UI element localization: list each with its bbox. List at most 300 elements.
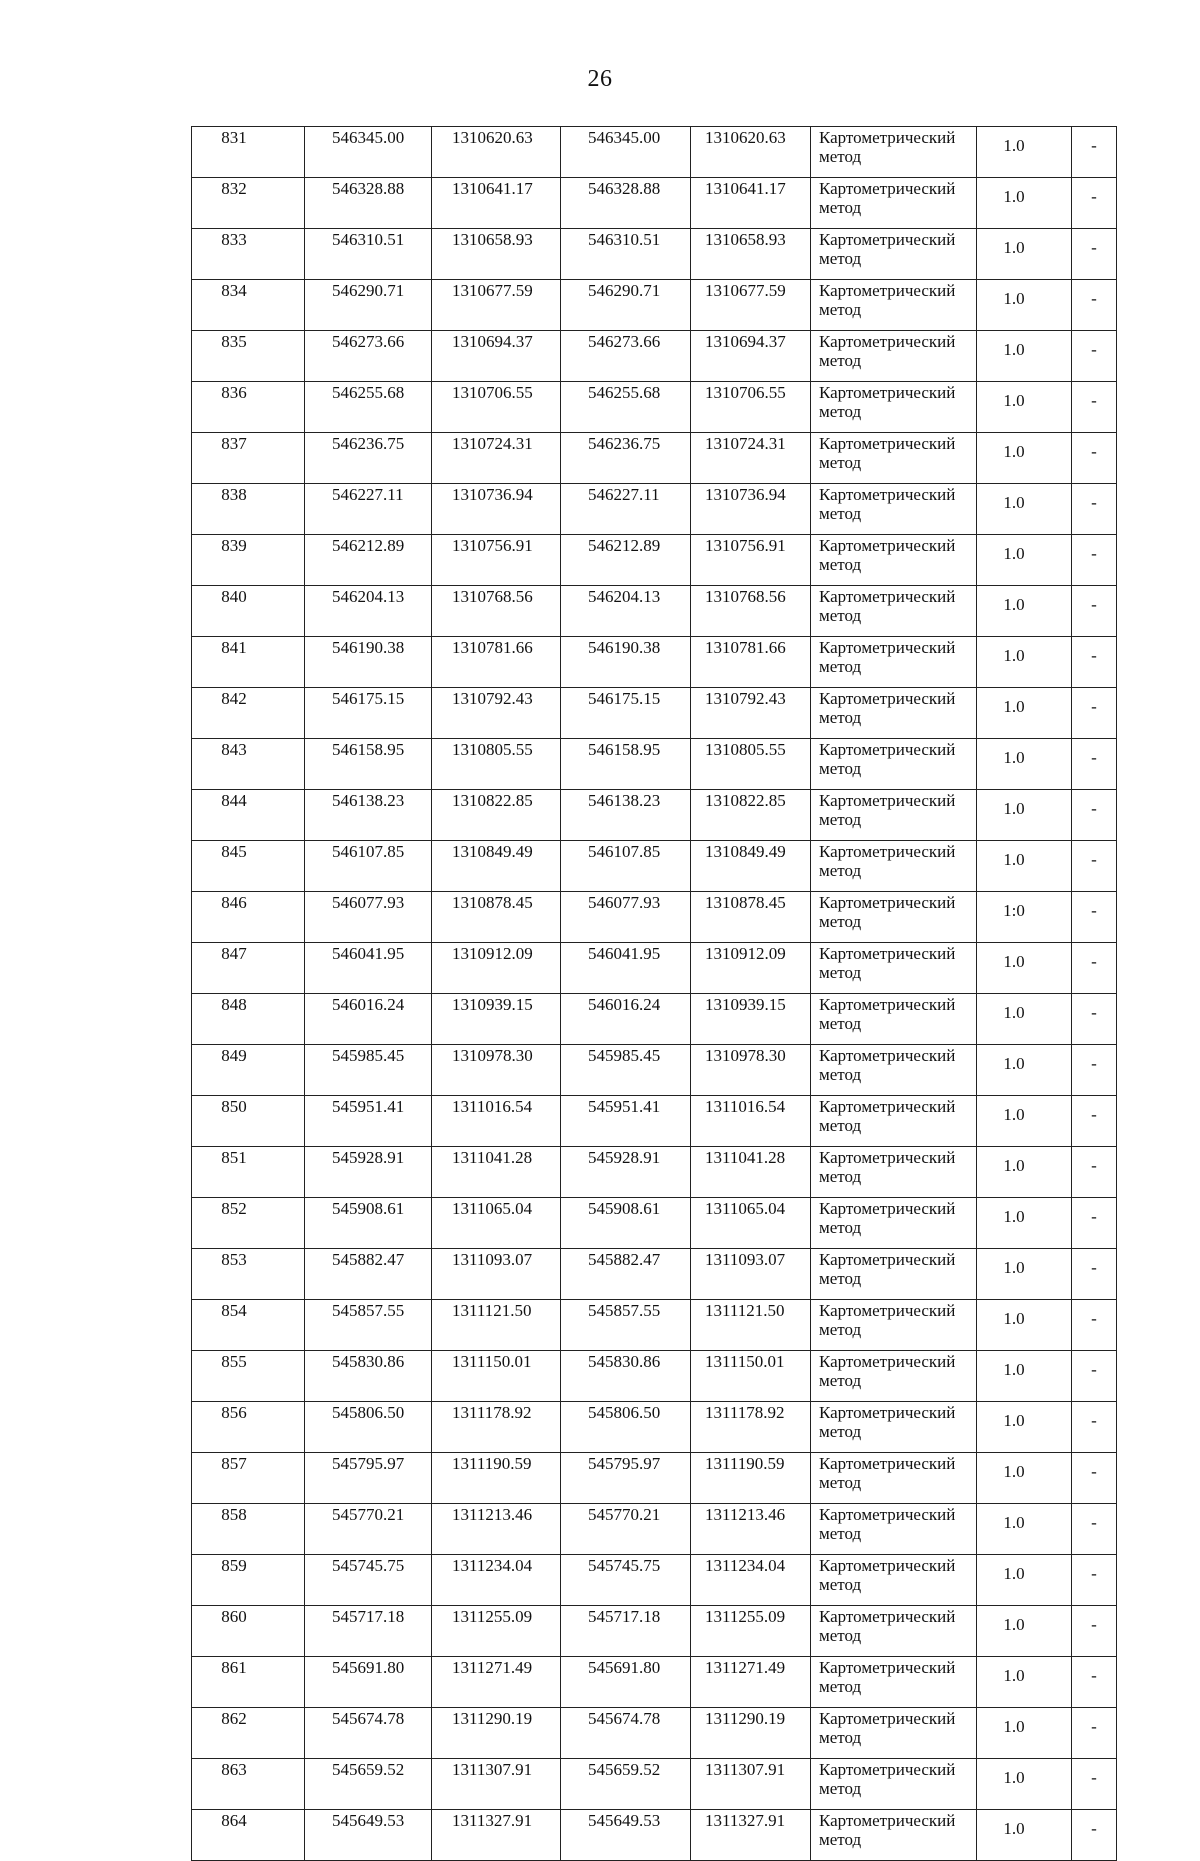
existing-x-cell: 545659.52 (305, 1759, 432, 1810)
method-cell: Картометрический метод (811, 1657, 977, 1708)
existing-y-cell: 1310978.30 (432, 1045, 561, 1096)
accuracy-cell: 1.0 (977, 127, 1072, 178)
accuracy-cell: 1.0 (977, 1453, 1072, 1504)
existing-y-cell: 1310939.15 (432, 994, 561, 1045)
existing-y-cell: 1310706.55 (432, 382, 561, 433)
method-cell: Картометрический метод (811, 535, 977, 586)
description-cell: - (1072, 229, 1117, 280)
new-y-cell: 1310768.56 (691, 586, 811, 637)
description-cell: - (1072, 1606, 1117, 1657)
method-cell: Картометрический метод (811, 688, 977, 739)
method-cell: Картометрический метод (811, 943, 977, 994)
table-row (192, 1045, 1117, 1096)
description-cell: - (1072, 1810, 1117, 1861)
point-number-cell: 856 (192, 1402, 305, 1453)
existing-y-cell: 1311255.09 (432, 1606, 561, 1657)
table-row (192, 229, 1117, 280)
point-number-cell: 860 (192, 1606, 305, 1657)
table-row (192, 994, 1117, 1045)
accuracy-cell: 1.0 (977, 1402, 1072, 1453)
new-x-cell: 546227.11 (561, 484, 691, 535)
existing-y-cell: 1310849.49 (432, 841, 561, 892)
new-x-cell: 545985.45 (561, 1045, 691, 1096)
existing-y-cell: 1311190.59 (432, 1453, 561, 1504)
new-x-cell: 545717.18 (561, 1606, 691, 1657)
point-number-cell: 862 (192, 1708, 305, 1759)
existing-y-cell: 1310822.85 (432, 790, 561, 841)
existing-y-cell: 1310792.43 (432, 688, 561, 739)
existing-y-cell: 1311178.92 (432, 1402, 561, 1453)
existing-y-cell: 1310878.45 (432, 892, 561, 943)
description-cell: - (1072, 535, 1117, 586)
new-x-cell: 545674.78 (561, 1708, 691, 1759)
method-cell: Картометрический метод (811, 1351, 977, 1402)
accuracy-cell: 1.0 (977, 535, 1072, 586)
accuracy-cell: 1.0 (977, 178, 1072, 229)
new-x-cell: 546328.88 (561, 178, 691, 229)
method-cell: Картометрический метод (811, 1810, 977, 1861)
new-y-cell: 1310620.63 (691, 127, 811, 178)
point-number-cell: 831 (192, 127, 305, 178)
new-y-cell: 1310694.37 (691, 331, 811, 382)
new-x-cell: 546236.75 (561, 433, 691, 484)
existing-x-cell: 546345.00 (305, 127, 432, 178)
new-y-cell: 1311178.92 (691, 1402, 811, 1453)
accuracy-cell: 1.0 (977, 1045, 1072, 1096)
accuracy-cell: 1.0 (977, 790, 1072, 841)
new-x-cell: 546290.71 (561, 280, 691, 331)
coordinates-table (191, 126, 1117, 1861)
accuracy-cell: 1.0 (977, 637, 1072, 688)
existing-y-cell: 1311065.04 (432, 1198, 561, 1249)
existing-x-cell: 546255.68 (305, 382, 432, 433)
new-x-cell: 545857.55 (561, 1300, 691, 1351)
accuracy-cell: 1.0 (977, 1657, 1072, 1708)
method-cell: Картометрический метод (811, 484, 977, 535)
description-cell: - (1072, 1351, 1117, 1402)
method-cell: Картометрический метод (811, 637, 977, 688)
existing-y-cell: 1311290.19 (432, 1708, 561, 1759)
new-x-cell: 546345.00 (561, 127, 691, 178)
table-row (192, 1351, 1117, 1402)
accuracy-cell: 1.0 (977, 1096, 1072, 1147)
existing-x-cell: 545908.61 (305, 1198, 432, 1249)
existing-x-cell: 545795.97 (305, 1453, 432, 1504)
new-x-cell: 545928.91 (561, 1147, 691, 1198)
new-x-cell: 546204.13 (561, 586, 691, 637)
existing-y-cell: 1310620.63 (432, 127, 561, 178)
point-number-cell: 846 (192, 892, 305, 943)
point-number-cell: 841 (192, 637, 305, 688)
method-cell: Картометрический метод (811, 331, 977, 382)
accuracy-cell: 1.0 (977, 841, 1072, 892)
existing-x-cell: 545928.91 (305, 1147, 432, 1198)
table-row (192, 841, 1117, 892)
description-cell: - (1072, 1300, 1117, 1351)
table-row (192, 943, 1117, 994)
existing-y-cell: 1311213.46 (432, 1504, 561, 1555)
new-y-cell: 1311290.19 (691, 1708, 811, 1759)
existing-y-cell: 1310641.17 (432, 178, 561, 229)
method-cell: Картометрический метод (811, 790, 977, 841)
method-cell: Картометрический метод (811, 994, 977, 1045)
point-number-cell: 855 (192, 1351, 305, 1402)
new-x-cell: 546175.15 (561, 688, 691, 739)
new-y-cell: 1311271.49 (691, 1657, 811, 1708)
table-row (192, 586, 1117, 637)
accuracy-cell: 1.0 (977, 688, 1072, 739)
new-y-cell: 1310641.17 (691, 178, 811, 229)
method-cell: Картометрический метод (811, 1249, 977, 1300)
existing-x-cell: 546107.85 (305, 841, 432, 892)
description-cell: - (1072, 280, 1117, 331)
accuracy-cell: 1.0 (977, 331, 1072, 382)
new-y-cell: 1311307.91 (691, 1759, 811, 1810)
point-number-cell: 853 (192, 1249, 305, 1300)
existing-x-cell: 546016.24 (305, 994, 432, 1045)
point-number-cell: 850 (192, 1096, 305, 1147)
new-x-cell: 545770.21 (561, 1504, 691, 1555)
new-y-cell: 1310781.66 (691, 637, 811, 688)
table-row (192, 1453, 1117, 1504)
table-row (192, 1708, 1117, 1759)
description-cell: - (1072, 1198, 1117, 1249)
new-x-cell: 545951.41 (561, 1096, 691, 1147)
description-cell: - (1072, 484, 1117, 535)
new-y-cell: 1310677.59 (691, 280, 811, 331)
point-number-cell: 864 (192, 1810, 305, 1861)
existing-y-cell: 1311041.28 (432, 1147, 561, 1198)
table-row (192, 1402, 1117, 1453)
table-row (192, 892, 1117, 943)
table-row (192, 1759, 1117, 1810)
new-x-cell: 545882.47 (561, 1249, 691, 1300)
existing-y-cell: 1310781.66 (432, 637, 561, 688)
new-x-cell: 545806.50 (561, 1402, 691, 1453)
existing-x-cell: 545857.55 (305, 1300, 432, 1351)
table-row (192, 127, 1117, 178)
point-number-cell: 838 (192, 484, 305, 535)
point-number-cell: 854 (192, 1300, 305, 1351)
accuracy-cell: 1.0 (977, 433, 1072, 484)
table-row (192, 433, 1117, 484)
method-cell: Картометрический метод (811, 1504, 977, 1555)
existing-x-cell: 545649.53 (305, 1810, 432, 1861)
existing-x-cell: 545985.45 (305, 1045, 432, 1096)
accuracy-cell: 1.0 (977, 1555, 1072, 1606)
new-x-cell: 545795.97 (561, 1453, 691, 1504)
method-cell: Картометрический метод (811, 1096, 977, 1147)
new-y-cell: 1311016.54 (691, 1096, 811, 1147)
point-number-cell: 842 (192, 688, 305, 739)
new-y-cell: 1310736.94 (691, 484, 811, 535)
new-x-cell: 546190.38 (561, 637, 691, 688)
description-cell: - (1072, 1708, 1117, 1759)
new-x-cell: 546310.51 (561, 229, 691, 280)
method-cell: Картометрический метод (811, 280, 977, 331)
description-cell: - (1072, 1249, 1117, 1300)
description-cell: - (1072, 994, 1117, 1045)
description-cell: - (1072, 1045, 1117, 1096)
table-row (192, 1198, 1117, 1249)
point-number-cell: 863 (192, 1759, 305, 1810)
new-x-cell: 545830.86 (561, 1351, 691, 1402)
existing-y-cell: 1311307.91 (432, 1759, 561, 1810)
accuracy-cell: 1.0 (977, 1147, 1072, 1198)
new-y-cell: 1310724.31 (691, 433, 811, 484)
point-number-cell: 859 (192, 1555, 305, 1606)
accuracy-cell: 1.0 (977, 1300, 1072, 1351)
table-row (192, 280, 1117, 331)
new-x-cell: 545908.61 (561, 1198, 691, 1249)
new-y-cell: 1311041.28 (691, 1147, 811, 1198)
existing-x-cell: 546077.93 (305, 892, 432, 943)
new-y-cell: 1310978.30 (691, 1045, 811, 1096)
description-cell: - (1072, 127, 1117, 178)
description-cell: - (1072, 1453, 1117, 1504)
table-row (192, 1606, 1117, 1657)
point-number-cell: 851 (192, 1147, 305, 1198)
existing-x-cell: 546310.51 (305, 229, 432, 280)
description-cell: - (1072, 943, 1117, 994)
accuracy-cell: 1.0 (977, 484, 1072, 535)
point-number-cell: 839 (192, 535, 305, 586)
accuracy-cell: 1.0 (977, 1198, 1072, 1249)
new-x-cell: 546212.89 (561, 535, 691, 586)
new-y-cell: 1310706.55 (691, 382, 811, 433)
existing-y-cell: 1311121.50 (432, 1300, 561, 1351)
new-x-cell: 546077.93 (561, 892, 691, 943)
table-row (192, 1504, 1117, 1555)
accuracy-cell: 1.0 (977, 943, 1072, 994)
new-x-cell: 546255.68 (561, 382, 691, 433)
description-cell: - (1072, 1759, 1117, 1810)
description-cell: - (1072, 739, 1117, 790)
existing-y-cell: 1310768.56 (432, 586, 561, 637)
method-cell: Картометрический метод (811, 1402, 977, 1453)
method-cell: Картометрический метод (811, 229, 977, 280)
description-cell: - (1072, 688, 1117, 739)
table-row (192, 790, 1117, 841)
table-row (192, 484, 1117, 535)
description-cell: - (1072, 1096, 1117, 1147)
new-x-cell: 546041.95 (561, 943, 691, 994)
new-x-cell: 546158.95 (561, 739, 691, 790)
description-cell: - (1072, 1147, 1117, 1198)
new-y-cell: 1311327.91 (691, 1810, 811, 1861)
description-cell: - (1072, 1504, 1117, 1555)
accuracy-cell: 1.0 (977, 1606, 1072, 1657)
new-y-cell: 1311190.59 (691, 1453, 811, 1504)
existing-x-cell: 546138.23 (305, 790, 432, 841)
existing-x-cell: 545830.86 (305, 1351, 432, 1402)
existing-x-cell: 546236.75 (305, 433, 432, 484)
point-number-cell: 848 (192, 994, 305, 1045)
existing-y-cell: 1311271.49 (432, 1657, 561, 1708)
point-number-cell: 849 (192, 1045, 305, 1096)
table-row (192, 1147, 1117, 1198)
existing-y-cell: 1310912.09 (432, 943, 561, 994)
description-cell: - (1072, 331, 1117, 382)
new-y-cell: 1311150.01 (691, 1351, 811, 1402)
method-cell: Картометрический метод (811, 1708, 977, 1759)
table-row (192, 1555, 1117, 1606)
accuracy-cell: 1.0 (977, 280, 1072, 331)
existing-x-cell: 545745.75 (305, 1555, 432, 1606)
table-row (192, 1096, 1117, 1147)
accuracy-cell: 1.0 (977, 1708, 1072, 1759)
point-number-cell: 857 (192, 1453, 305, 1504)
new-y-cell: 1310805.55 (691, 739, 811, 790)
existing-x-cell: 545951.41 (305, 1096, 432, 1147)
existing-x-cell: 546290.71 (305, 280, 432, 331)
table-body (192, 127, 1117, 1861)
new-x-cell: 545659.52 (561, 1759, 691, 1810)
new-y-cell: 1311121.50 (691, 1300, 811, 1351)
page-number: 26 (587, 66, 613, 92)
existing-x-cell: 546212.89 (305, 535, 432, 586)
existing-y-cell: 1311327.91 (432, 1810, 561, 1861)
existing-x-cell: 545770.21 (305, 1504, 432, 1555)
description-cell: - (1072, 790, 1117, 841)
point-number-cell: 840 (192, 586, 305, 637)
existing-x-cell: 546175.15 (305, 688, 432, 739)
existing-y-cell: 1310694.37 (432, 331, 561, 382)
new-y-cell: 1310878.45 (691, 892, 811, 943)
existing-y-cell: 1310756.91 (432, 535, 561, 586)
existing-x-cell: 546190.38 (305, 637, 432, 688)
existing-y-cell: 1311234.04 (432, 1555, 561, 1606)
accuracy-cell: 1.0 (977, 1351, 1072, 1402)
existing-y-cell: 1310658.93 (432, 229, 561, 280)
existing-y-cell: 1311016.54 (432, 1096, 561, 1147)
table-row (192, 637, 1117, 688)
point-number-cell: 861 (192, 1657, 305, 1708)
existing-x-cell: 546041.95 (305, 943, 432, 994)
new-y-cell: 1310939.15 (691, 994, 811, 1045)
method-cell: Картометрический метод (811, 127, 977, 178)
table-row (192, 535, 1117, 586)
new-y-cell: 1311234.04 (691, 1555, 811, 1606)
existing-x-cell: 545806.50 (305, 1402, 432, 1453)
accuracy-cell: 1.0 (977, 994, 1072, 1045)
accuracy-cell: 1.0 (977, 1759, 1072, 1810)
point-number-cell: 843 (192, 739, 305, 790)
table-row (192, 1810, 1117, 1861)
existing-y-cell: 1311150.01 (432, 1351, 561, 1402)
accuracy-cell: 1.0 (977, 1504, 1072, 1555)
point-number-cell: 834 (192, 280, 305, 331)
method-cell: Картометрический метод (811, 382, 977, 433)
new-y-cell: 1310912.09 (691, 943, 811, 994)
accuracy-cell: 1.0 (977, 229, 1072, 280)
new-x-cell: 546138.23 (561, 790, 691, 841)
method-cell: Картометрический метод (811, 178, 977, 229)
point-number-cell: 832 (192, 178, 305, 229)
table-row (192, 1657, 1117, 1708)
description-cell: - (1072, 433, 1117, 484)
existing-x-cell: 546273.66 (305, 331, 432, 382)
method-cell: Картометрический метод (811, 841, 977, 892)
existing-x-cell: 545691.80 (305, 1657, 432, 1708)
table-row (192, 1249, 1117, 1300)
new-y-cell: 1311093.07 (691, 1249, 811, 1300)
method-cell: Картометрический метод (811, 1045, 977, 1096)
method-cell: Картометрический метод (811, 892, 977, 943)
point-number-cell: 837 (192, 433, 305, 484)
new-y-cell: 1311213.46 (691, 1504, 811, 1555)
existing-y-cell: 1310724.31 (432, 433, 561, 484)
accuracy-cell: 1.0 (977, 382, 1072, 433)
new-y-cell: 1311065.04 (691, 1198, 811, 1249)
method-cell: Картометрический метод (811, 739, 977, 790)
method-cell: Картометрический метод (811, 1555, 977, 1606)
point-number-cell: 858 (192, 1504, 305, 1555)
existing-x-cell: 545717.18 (305, 1606, 432, 1657)
point-number-cell: 835 (192, 331, 305, 382)
table-row (192, 739, 1117, 790)
accuracy-cell: 1.0 (977, 739, 1072, 790)
description-cell: - (1072, 1555, 1117, 1606)
description-cell: - (1072, 1402, 1117, 1453)
new-x-cell: 545649.53 (561, 1810, 691, 1861)
table-row (192, 178, 1117, 229)
description-cell: - (1072, 841, 1117, 892)
new-x-cell: 546107.85 (561, 841, 691, 892)
table-row (192, 1300, 1117, 1351)
point-number-cell: 836 (192, 382, 305, 433)
description-cell: - (1072, 178, 1117, 229)
new-y-cell: 1311255.09 (691, 1606, 811, 1657)
method-cell: Картометрический метод (811, 433, 977, 484)
existing-y-cell: 1311093.07 (432, 1249, 561, 1300)
method-cell: Картометрический метод (811, 1759, 977, 1810)
point-number-cell: 844 (192, 790, 305, 841)
method-cell: Картометрический метод (811, 1453, 977, 1504)
existing-x-cell: 546227.11 (305, 484, 432, 535)
existing-x-cell: 545674.78 (305, 1708, 432, 1759)
existing-y-cell: 1310736.94 (432, 484, 561, 535)
existing-y-cell: 1310805.55 (432, 739, 561, 790)
new-x-cell: 546016.24 (561, 994, 691, 1045)
existing-x-cell: 546204.13 (305, 586, 432, 637)
new-x-cell: 546273.66 (561, 331, 691, 382)
method-cell: Картометрический метод (811, 1147, 977, 1198)
new-y-cell: 1310792.43 (691, 688, 811, 739)
new-x-cell: 545745.75 (561, 1555, 691, 1606)
accuracy-cell: 1.0 (977, 586, 1072, 637)
new-y-cell: 1310756.91 (691, 535, 811, 586)
existing-x-cell: 545882.47 (305, 1249, 432, 1300)
method-cell: Картометрический метод (811, 1300, 977, 1351)
existing-x-cell: 546328.88 (305, 178, 432, 229)
description-cell: - (1072, 892, 1117, 943)
description-cell: - (1072, 1657, 1117, 1708)
new-y-cell: 1310822.85 (691, 790, 811, 841)
description-cell: - (1072, 382, 1117, 433)
accuracy-cell: 1:0 (977, 892, 1072, 943)
table-row (192, 688, 1117, 739)
point-number-cell: 852 (192, 1198, 305, 1249)
new-y-cell: 1310849.49 (691, 841, 811, 892)
existing-y-cell: 1310677.59 (432, 280, 561, 331)
description-cell: - (1072, 586, 1117, 637)
method-cell: Картометрический метод (811, 586, 977, 637)
method-cell: Картометрический метод (811, 1198, 977, 1249)
new-y-cell: 1310658.93 (691, 229, 811, 280)
accuracy-cell: 1.0 (977, 1810, 1072, 1861)
method-cell: Картометрический метод (811, 1606, 977, 1657)
